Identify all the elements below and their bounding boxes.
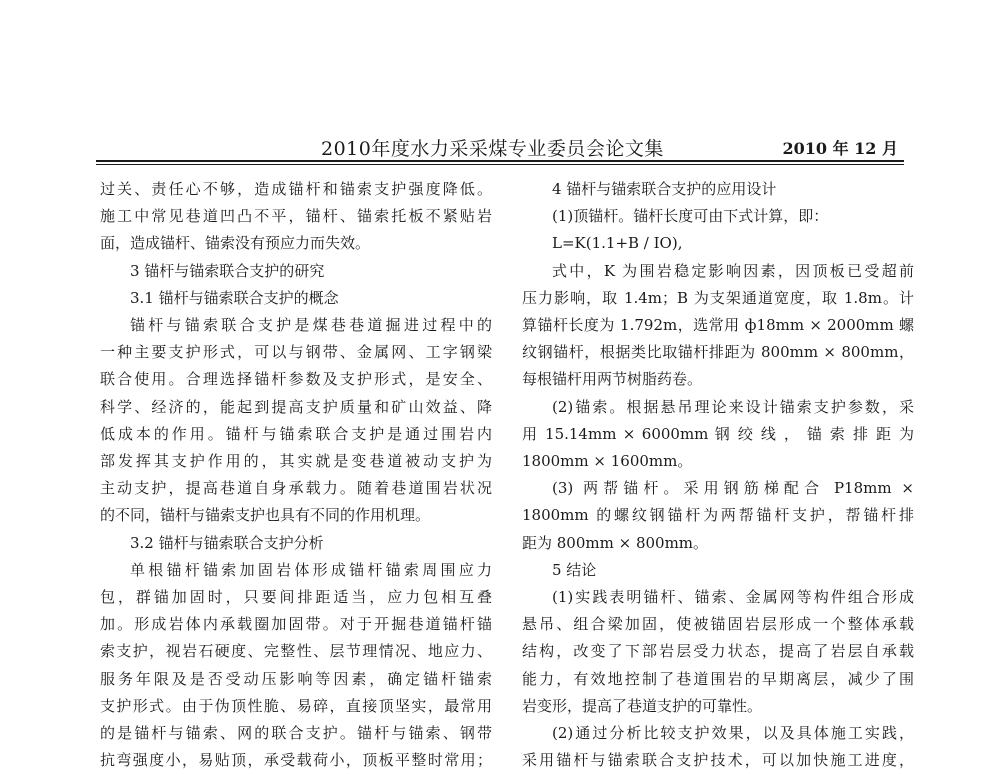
text-line: 悬吊、组合梁加固，使被锚固岩层形成一个整体承载 (522, 615, 914, 634)
text-line: (1)实践表明锚杆、锚索、金属网等构件组合形成 (552, 588, 914, 607)
text-line: 过关、责任心不够，造成锚杆和锚索支护强度降低。 (100, 180, 492, 198)
text-line: 一种主要支护形式，可以与钢带、金属网、工字钢梁 (100, 343, 492, 362)
running-title: 2010年度水力采采煤专业委员会论文集 (321, 138, 664, 160)
text-line: 采用锚杆与锚索联合支护技术，可以加快施工进度， (522, 751, 914, 770)
text-line: 5 结论 (552, 560, 597, 579)
text-line: 支护形式。由于伪顶性脆、易碎，直接顶坚实，最常用 (100, 696, 492, 715)
text-line: 每根锚杆用两节树脂药卷。 (522, 370, 703, 389)
text-line: 的不同，锚杆与锚索支护也具有不同的作用机理。 (100, 506, 431, 525)
text-line: 用 15.14mm × 6000mm 钢 绞 线 ， 锚 索 排 距 为 (522, 424, 914, 443)
text-line: 3.2 锚杆与锚索联合支护分析 (130, 533, 324, 552)
left-column (100, 176, 492, 774)
text-line: 施工中常见巷道凹凸不平，锚杆、锚索托板不紧贴岩 (100, 207, 492, 226)
text-line: 3 锚杆与锚索联合支护的研究 (130, 261, 325, 280)
text-line: 1800mm × 1600mm。 (522, 452, 693, 471)
page-header (96, 132, 904, 162)
text-line: 主动支护，提高巷道自身承载力。随着巷道围岩状况 (100, 479, 492, 498)
text-line: 距为 800mm × 800mm。 (522, 533, 709, 552)
text-line: 4 锚杆与锚索联合支护的应用设计 (552, 180, 777, 198)
text-line: (3) 两帮锚杆。采用钢筋梯配合 P18mm × (552, 479, 914, 498)
text-line: 岩变形，提高了巷道支护的可靠性。 (522, 696, 763, 715)
text-line: 面，造成锚杆、锚索没有预应力而失效。 (100, 234, 371, 253)
running-date: 2010 年 12 月 (782, 139, 898, 158)
right-column (522, 176, 914, 774)
text-line: 加。形成岩体内承载圈加固带。对于开掘巷道锚杆锚 (100, 615, 492, 634)
text-line: 低成本的作用。锚杆与锚索联合支护是通过围岩内 (100, 424, 492, 443)
text-line: 单根锚杆锚索加固岩体形成锚杆锚索周围应力 (130, 560, 492, 579)
header-rule-thin (96, 164, 904, 165)
text-line: 抗弯强度小，易贴顶，承受载荷小，顶板平整时常用； (100, 751, 492, 770)
text-line: (2)通过分析比较支护效果，以及具体施工实践， (552, 724, 914, 743)
text-line: 压力影响，取 1.4m；B 为支架通道宽度，取 1.8m。计 (522, 288, 914, 307)
text-line: (2)锚索。根据悬吊理论来设计锚索支护参数，采 (552, 397, 914, 416)
text-line: 科学、经济的，能起到提高支护质量和矿山效益、降 (100, 397, 492, 416)
text-line: 纹钢锚杆，根据类比取锚杆排距为 800mm × 800mm， (522, 343, 914, 362)
text-line: 的是锚杆与锚索、网的联合支护。锚杆与锚索、钢带 (100, 724, 492, 743)
text-line: 服务年限及是否受动压影响等因素，确定锚杆锚索 (100, 669, 492, 688)
text-line: L=K(1.1+B / IO), (552, 234, 683, 253)
text-line: (1)顶锚杆。锚杆长度可由下式计算，即： (552, 207, 829, 226)
text-line: 索支护，视岩石硬度、完整性、层节理情况、地应力、 (100, 642, 492, 661)
text-line: 锚杆与锚索联合支护是煤巷巷道掘进过程中的 (130, 316, 492, 335)
text-line: 部发挥其支护作用的，其实就是变巷道被动支护为 (100, 452, 492, 471)
text-line: 包，群锚加固时，只要间排距适当，应力包相互叠 (100, 588, 492, 607)
text-line: 1800mm 的螺纹钢锚杆为两帮锚杆支护，帮锚杆排 (522, 506, 914, 525)
text-line: 式中，K 为围岩稳定影响因素，因顶板已受超前 (552, 261, 914, 280)
text-line: 结构，改变了下部岩层受力状态，提高了岩层自承载 (522, 642, 914, 661)
text-line: 联合使用。合理选择锚杆参数及支护形式，是安全、 (100, 370, 492, 389)
header-rule-thick (96, 160, 904, 162)
text-line: 算锚杆长度为 1.792m，选常用 ф18mm × 2000mm 螺 (522, 316, 914, 335)
text-line: 能力，有效地控制了巷道围岩的早期离层，减少了围 (522, 669, 914, 688)
text-line: 3.1 锚杆与锚索联合支护的概念 (130, 288, 339, 307)
